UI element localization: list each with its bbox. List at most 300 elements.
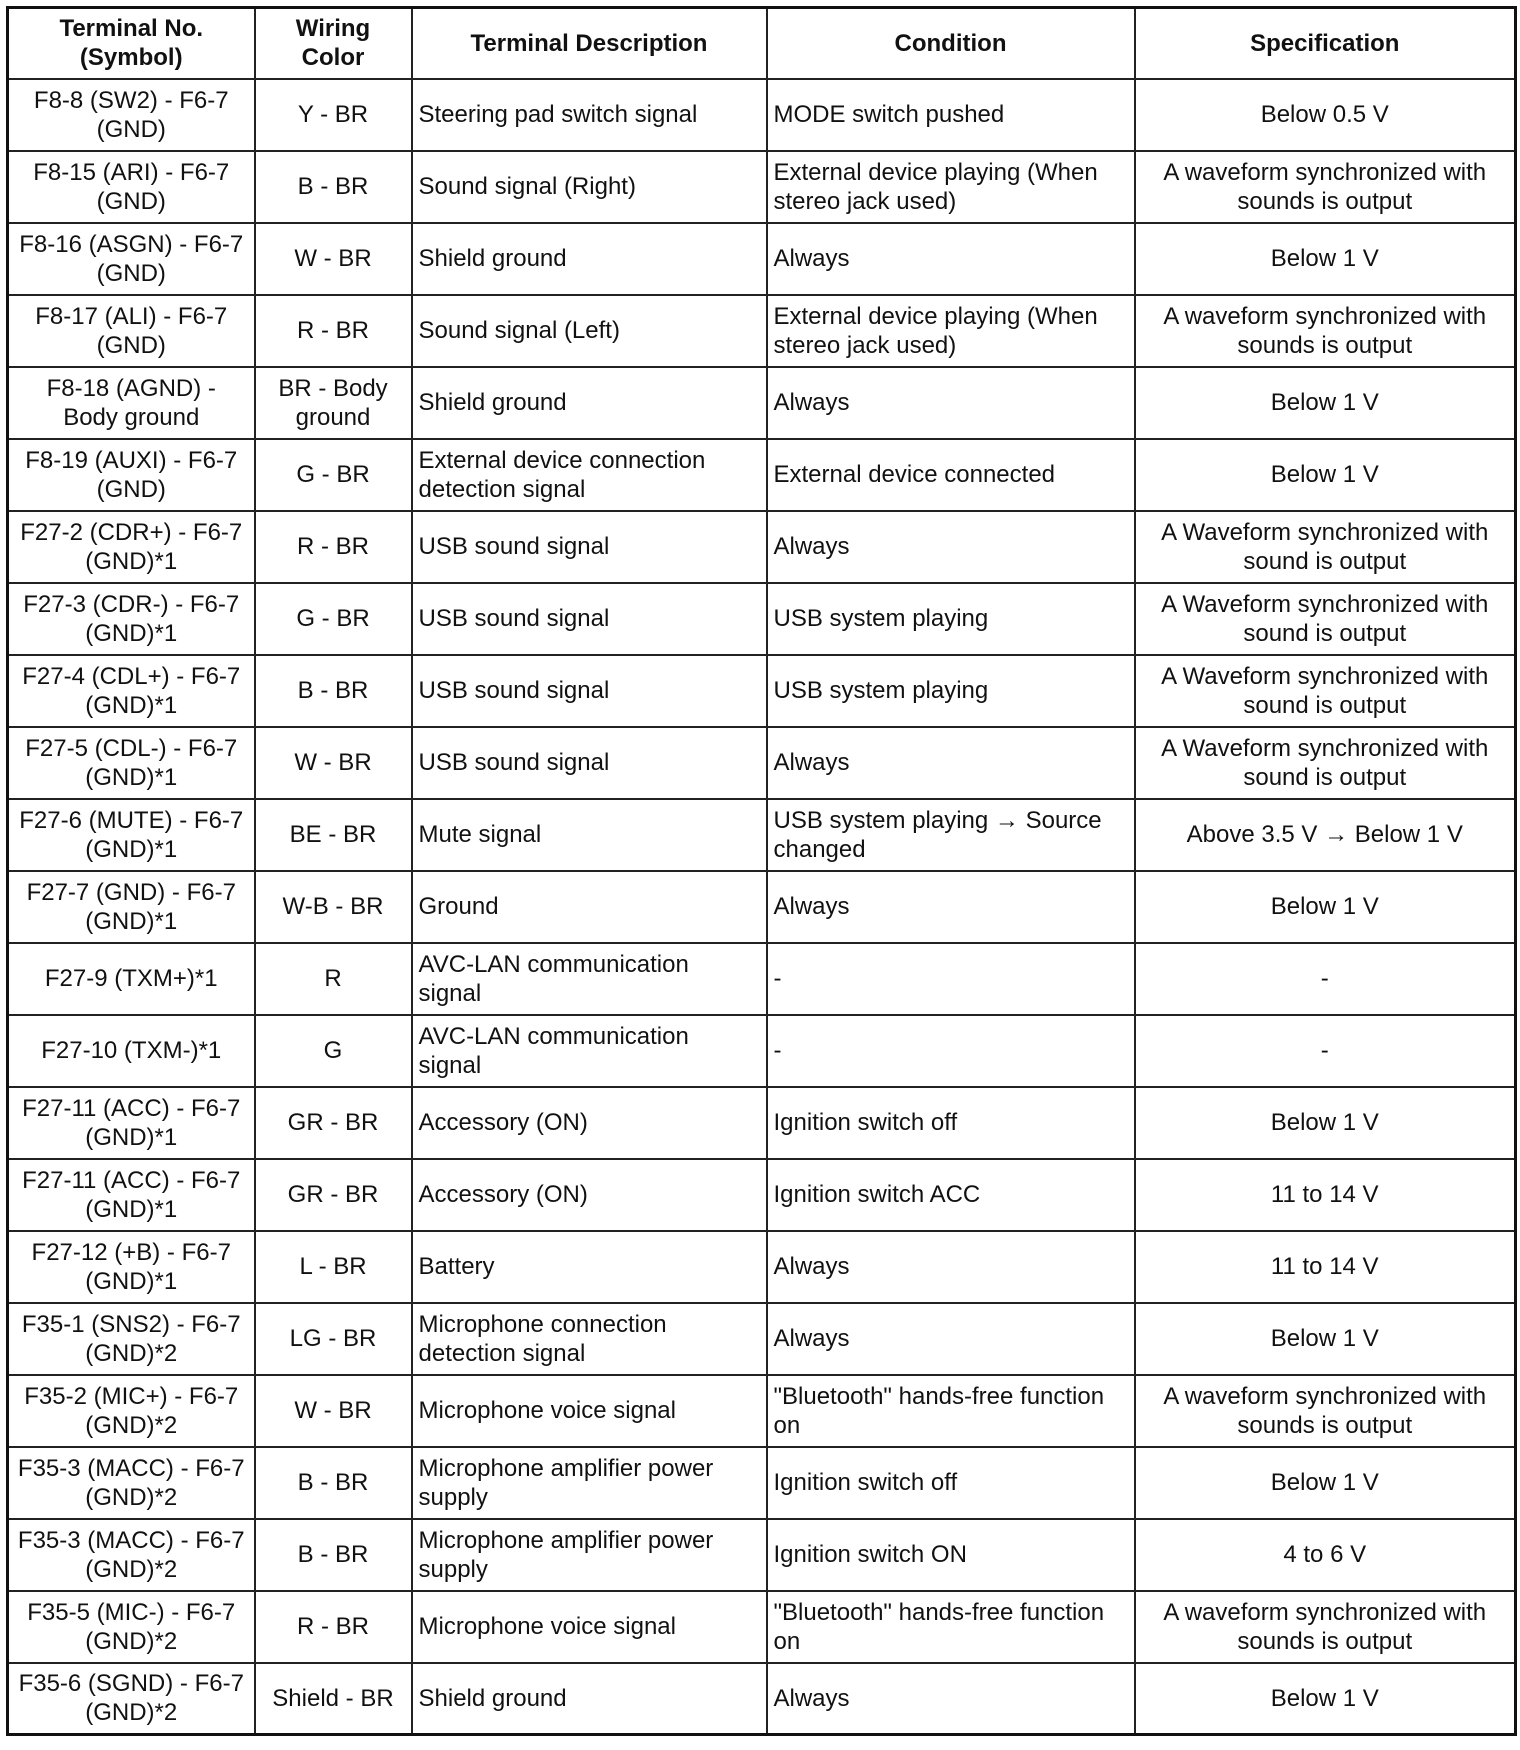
description-cell-line: Microphone voice signal bbox=[418, 1613, 676, 1640]
specification-cell bbox=[1135, 79, 1516, 151]
specification-cell-line: sound is output bbox=[1243, 619, 1407, 647]
wiring-color-cell bbox=[255, 151, 412, 223]
terminal-cell bbox=[8, 943, 255, 1015]
specification-cell-line: A waveform synchronized with bbox=[1163, 1598, 1487, 1626]
specification-cell bbox=[1135, 1303, 1516, 1375]
table-row bbox=[8, 943, 1516, 1015]
description-cell bbox=[412, 223, 767, 295]
terminal-cell-line: F27-4 (CDL+) - F6-7 bbox=[22, 662, 241, 690]
description-cell bbox=[412, 1159, 767, 1231]
terminal-cell-line: F27-2 (CDR+) - F6-7 bbox=[20, 518, 243, 546]
terminal-cell-line: (GND) bbox=[96, 259, 166, 287]
wiring-color-cell-line: Y - BR bbox=[297, 101, 369, 128]
description-cell-line: External device connection bbox=[418, 446, 706, 474]
wiring-color-cell-line: GR - BR bbox=[287, 1109, 379, 1136]
wiring-color-cell-line: W-B - BR bbox=[282, 893, 384, 920]
specification-cell bbox=[1135, 943, 1516, 1015]
terminal-cell-line: F35-6 (SGND) - F6-7 bbox=[18, 1670, 244, 1698]
table-row bbox=[8, 367, 1516, 439]
terminal-cell bbox=[8, 439, 255, 511]
description-cell-line: Microphone amplifier power bbox=[418, 1454, 714, 1482]
condition-cell-line: on bbox=[773, 1627, 801, 1655]
terminal-cell bbox=[8, 727, 255, 799]
table-row bbox=[8, 871, 1516, 943]
condition-cell bbox=[767, 223, 1135, 295]
terminal-cell bbox=[8, 1015, 255, 1087]
condition-cell bbox=[767, 583, 1135, 655]
condition-cell-line: USB system playing bbox=[773, 677, 989, 704]
terminal-cell bbox=[8, 1303, 255, 1375]
terminal-cell-line: (GND)*2 bbox=[85, 1411, 178, 1439]
specification-cell-line: Below 1 V bbox=[1270, 1325, 1379, 1352]
specification-cell-line: Below 1 V bbox=[1270, 245, 1379, 272]
terminal-cell bbox=[8, 1591, 255, 1663]
terminal-spec-table bbox=[6, 6, 1517, 1736]
wiring-color-cell-line: W - BR bbox=[294, 1397, 372, 1424]
wiring-color-cell-line: B - BR bbox=[297, 677, 369, 704]
specification-cell bbox=[1135, 511, 1516, 583]
specification-cell bbox=[1135, 1231, 1516, 1303]
description-cell-line: supply bbox=[418, 1483, 488, 1511]
wiring-color-cell-line: ground bbox=[295, 403, 371, 431]
wiring-color-cell bbox=[255, 655, 412, 727]
specification-cell-line: A Waveform synchronized with bbox=[1161, 518, 1489, 546]
terminal-cell-line: F35-5 (MIC-) - F6-7 bbox=[27, 1598, 236, 1626]
terminal-cell bbox=[8, 1159, 255, 1231]
description-cell-line: Accessory (ON) bbox=[418, 1181, 588, 1208]
description-cell-line: USB sound signal bbox=[418, 677, 610, 704]
condition-cell bbox=[767, 79, 1135, 151]
description-cell-line: Sound signal (Left) bbox=[418, 317, 620, 344]
description-cell bbox=[412, 367, 767, 439]
condition-cell-line: Always bbox=[773, 893, 850, 920]
terminal-cell-line: F8-17 (ALI) - F6-7 bbox=[35, 302, 228, 330]
table-row bbox=[8, 583, 1516, 655]
description-cell bbox=[412, 943, 767, 1015]
specification-cell-line: A waveform synchronized with bbox=[1163, 158, 1487, 186]
table-row bbox=[8, 1087, 1516, 1159]
specification-cell bbox=[1135, 1663, 1516, 1735]
specification-cell-line: Below 1 V bbox=[1270, 1109, 1379, 1136]
specification-cell bbox=[1135, 1519, 1516, 1591]
condition-cell-line: Always bbox=[773, 1253, 850, 1280]
header-wiring-color-line2: Color bbox=[301, 44, 365, 72]
wiring-color-cell-line: Shield - BR bbox=[272, 1684, 394, 1712]
specification-cell bbox=[1135, 223, 1516, 295]
specification-cell-line: Below 1 V bbox=[1270, 389, 1379, 416]
wiring-color-cell-line: L - BR bbox=[299, 1253, 367, 1280]
condition-cell-line: stereo jack used) bbox=[773, 187, 957, 215]
specification-cell bbox=[1135, 1015, 1516, 1087]
wiring-color-cell bbox=[255, 799, 412, 871]
wiring-color-cell bbox=[255, 439, 412, 511]
description-cell-line: supply bbox=[418, 1555, 488, 1583]
header-wiring-color-line1: Wiring bbox=[295, 15, 371, 43]
condition-cell-line: External device playing (When bbox=[773, 158, 1098, 186]
specification-cell-line: sound is output bbox=[1243, 547, 1407, 575]
table-row bbox=[8, 1303, 1516, 1375]
condition-cell-line: USB system playing → Source bbox=[773, 806, 1102, 834]
wiring-color-cell-line: BE - BR bbox=[289, 821, 377, 848]
specification-cell-line: sound is output bbox=[1243, 763, 1407, 791]
specification-cell bbox=[1135, 1087, 1516, 1159]
wiring-color-cell bbox=[255, 367, 412, 439]
wiring-color-cell bbox=[255, 1375, 412, 1447]
condition-cell-line: External device connected bbox=[773, 461, 1056, 488]
header-terminal-description bbox=[412, 8, 767, 79]
header-condition bbox=[767, 8, 1135, 79]
description-cell-line: Shield ground bbox=[418, 389, 567, 416]
description-cell-line: signal bbox=[418, 1051, 482, 1079]
description-cell bbox=[412, 151, 767, 223]
table-row bbox=[8, 1447, 1516, 1519]
condition-cell bbox=[767, 655, 1135, 727]
specification-cell-line: sounds is output bbox=[1237, 1627, 1413, 1655]
header-terminal-no-line2: (Symbol) bbox=[79, 44, 183, 72]
description-cell-line: Shield ground bbox=[418, 1684, 567, 1712]
wiring-color-cell bbox=[255, 727, 412, 799]
terminal-cell-line: F27-5 (CDL-) - F6-7 bbox=[25, 734, 238, 762]
terminal-cell-line: F8-16 (ASGN) - F6-7 bbox=[19, 230, 244, 258]
terminal-cell-line: (GND)*1 bbox=[85, 1195, 178, 1223]
condition-cell bbox=[767, 1591, 1135, 1663]
terminal-cell-line: F8-15 (ARI) - F6-7 bbox=[33, 158, 230, 186]
description-cell bbox=[412, 439, 767, 511]
terminal-cell bbox=[8, 511, 255, 583]
specification-cell-line: Below 1 V bbox=[1270, 461, 1379, 488]
description-cell bbox=[412, 1087, 767, 1159]
condition-cell-line: Ignition switch ON bbox=[773, 1541, 967, 1568]
header-condition-label: Condition bbox=[894, 29, 1007, 57]
description-cell bbox=[412, 727, 767, 799]
wiring-color-cell-line: LG - BR bbox=[289, 1325, 377, 1352]
description-cell bbox=[412, 1303, 767, 1375]
wiring-color-cell bbox=[255, 295, 412, 367]
description-cell bbox=[412, 79, 767, 151]
terminal-cell-line: (GND)*1 bbox=[85, 835, 178, 863]
condition-cell bbox=[767, 943, 1135, 1015]
condition-cell bbox=[767, 151, 1135, 223]
condition-cell-line: Always bbox=[773, 1684, 850, 1712]
terminal-cell-line: (GND)*1 bbox=[85, 763, 178, 791]
terminal-cell-line: (GND)*1 bbox=[85, 907, 178, 935]
description-cell bbox=[412, 1231, 767, 1303]
specification-cell-line: 11 to 14 V bbox=[1270, 1181, 1379, 1208]
condition-cell-line: Always bbox=[773, 245, 850, 272]
condition-cell bbox=[767, 1663, 1135, 1735]
wiring-color-cell bbox=[255, 1159, 412, 1231]
terminal-cell bbox=[8, 223, 255, 295]
table-row bbox=[8, 511, 1516, 583]
description-cell-line: detection signal bbox=[418, 1339, 586, 1367]
specification-cell bbox=[1135, 1447, 1516, 1519]
condition-cell bbox=[767, 1303, 1135, 1375]
terminal-cell bbox=[8, 1447, 255, 1519]
wiring-color-cell-line: B - BR bbox=[297, 1541, 369, 1568]
terminal-cell-line: F27-9 (TXM+)*1 bbox=[44, 965, 218, 992]
wiring-color-cell-line: B - BR bbox=[297, 1469, 369, 1496]
terminal-cell bbox=[8, 1663, 255, 1735]
specification-cell bbox=[1135, 439, 1516, 511]
terminal-cell bbox=[8, 79, 255, 151]
terminal-cell-line: (GND)*2 bbox=[85, 1627, 178, 1655]
specification-cell-line: Below 1 V bbox=[1270, 1684, 1379, 1712]
terminal-cell-line: (GND)*1 bbox=[85, 1123, 178, 1151]
terminal-cell-line: F35-3 (MACC) - F6-7 bbox=[17, 1454, 245, 1482]
wiring-color-cell bbox=[255, 511, 412, 583]
specification-cell bbox=[1135, 583, 1516, 655]
terminal-cell bbox=[8, 583, 255, 655]
terminal-cell-line: F27-10 (TXM-)*1 bbox=[41, 1037, 222, 1064]
specification-cell-line: Below 1 V bbox=[1270, 893, 1379, 920]
condition-cell-line: changed bbox=[773, 835, 866, 863]
description-cell bbox=[412, 799, 767, 871]
condition-cell-line: USB system playing bbox=[773, 605, 989, 632]
condition-cell-line: Always bbox=[773, 749, 850, 776]
terminal-cell-line: (GND)*1 bbox=[85, 1267, 178, 1295]
terminal-cell bbox=[8, 799, 255, 871]
terminal-cell-line: (GND)*2 bbox=[85, 1555, 178, 1583]
table-row bbox=[8, 1159, 1516, 1231]
header-specification bbox=[1135, 8, 1516, 79]
terminal-cell-line: (GND)*2 bbox=[85, 1483, 178, 1511]
condition-cell-line: - bbox=[773, 965, 782, 992]
description-cell-line: Microphone voice signal bbox=[418, 1397, 676, 1424]
description-cell-line: USB sound signal bbox=[418, 605, 610, 632]
specification-cell bbox=[1135, 655, 1516, 727]
terminal-cell-line: (GND) bbox=[96, 475, 166, 503]
condition-cell-line: stereo jack used) bbox=[773, 331, 957, 359]
terminal-cell-line: F27-7 (GND) - F6-7 bbox=[26, 878, 236, 906]
terminal-cell-line: F8-8 (SW2) - F6-7 bbox=[33, 86, 229, 114]
condition-cell bbox=[767, 1015, 1135, 1087]
wiring-color-cell-line: GR - BR bbox=[287, 1181, 379, 1208]
specification-cell-line: Below 1 V bbox=[1270, 1469, 1379, 1496]
wiring-color-cell-line: R - BR bbox=[297, 317, 369, 344]
wiring-color-cell bbox=[255, 1231, 412, 1303]
description-cell-line: Steering pad switch signal bbox=[418, 101, 698, 128]
terminal-cell-line: F35-2 (MIC+) - F6-7 bbox=[24, 1382, 239, 1410]
condition-cell-line: - bbox=[773, 1037, 782, 1064]
specification-cell bbox=[1135, 367, 1516, 439]
terminal-cell-line: (GND) bbox=[96, 187, 166, 215]
wiring-color-cell bbox=[255, 1663, 412, 1735]
terminal-cell-line: F35-3 (MACC) - F6-7 bbox=[17, 1526, 245, 1554]
table-row bbox=[8, 1591, 1516, 1663]
specification-cell bbox=[1135, 295, 1516, 367]
table-row bbox=[8, 79, 1516, 151]
wiring-color-cell-line: W - BR bbox=[294, 749, 372, 776]
terminal-cell-line: Body ground bbox=[63, 403, 200, 431]
description-cell bbox=[412, 871, 767, 943]
description-cell-line: USB sound signal bbox=[418, 533, 610, 560]
description-cell bbox=[412, 295, 767, 367]
terminal-cell-line: F27-6 (MUTE) - F6-7 bbox=[19, 806, 244, 834]
description-cell bbox=[412, 655, 767, 727]
condition-cell-line: Always bbox=[773, 1325, 850, 1352]
description-cell bbox=[412, 583, 767, 655]
header-row bbox=[8, 8, 1516, 79]
condition-cell bbox=[767, 1447, 1135, 1519]
description-cell-line: Mute signal bbox=[418, 821, 542, 848]
table-row bbox=[8, 1519, 1516, 1591]
description-cell-line: Sound signal (Right) bbox=[418, 173, 636, 200]
description-cell-line: Shield ground bbox=[418, 245, 567, 272]
condition-cell-line: Ignition switch ACC bbox=[773, 1181, 981, 1208]
wiring-color-cell bbox=[255, 1447, 412, 1519]
wiring-color-cell bbox=[255, 1015, 412, 1087]
wiring-color-cell bbox=[255, 943, 412, 1015]
header-wiring-color bbox=[255, 8, 412, 79]
condition-cell-line: MODE switch pushed bbox=[773, 101, 1005, 128]
table-row bbox=[8, 223, 1516, 295]
table-row bbox=[8, 655, 1516, 727]
specification-cell-line: 11 to 14 V bbox=[1270, 1253, 1379, 1280]
terminal-cell bbox=[8, 151, 255, 223]
wiring-color-cell-line: R - BR bbox=[297, 1613, 369, 1640]
terminal-cell-line: F27-3 (CDR-) - F6-7 bbox=[23, 590, 240, 618]
header-terminal-no bbox=[8, 8, 255, 79]
description-cell bbox=[412, 1663, 767, 1735]
specification-cell-line: A waveform synchronized with bbox=[1163, 1382, 1487, 1410]
table-row bbox=[8, 1231, 1516, 1303]
description-cell bbox=[412, 1015, 767, 1087]
terminal-cell-line: (GND)*1 bbox=[85, 547, 178, 575]
condition-cell bbox=[767, 1375, 1135, 1447]
wiring-color-cell-line: G - BR bbox=[296, 605, 370, 632]
condition-cell-line: "Bluetooth" hands-free function bbox=[773, 1598, 1105, 1626]
table-header bbox=[8, 8, 1516, 79]
wiring-color-cell-line: B - BR bbox=[297, 173, 369, 200]
condition-cell bbox=[767, 1159, 1135, 1231]
specification-cell-line: sounds is output bbox=[1237, 331, 1413, 359]
description-cell-line: USB sound signal bbox=[418, 749, 610, 776]
terminal-cell-line: (GND) bbox=[96, 115, 166, 143]
terminal-cell-line: (GND)*1 bbox=[85, 619, 178, 647]
terminal-cell bbox=[8, 367, 255, 439]
condition-cell-line: on bbox=[773, 1411, 801, 1439]
condition-cell bbox=[767, 1231, 1135, 1303]
header-terminal-no-line1: Terminal No. bbox=[59, 15, 204, 43]
description-cell bbox=[412, 1447, 767, 1519]
specification-cell-line: Above 3.5 V → Below 1 V bbox=[1186, 821, 1463, 848]
description-cell-line: detection signal bbox=[418, 475, 586, 503]
table-row bbox=[8, 295, 1516, 367]
condition-cell bbox=[767, 367, 1135, 439]
description-cell bbox=[412, 511, 767, 583]
header-terminal-description-label: Terminal Description bbox=[470, 29, 708, 57]
wiring-color-cell-line: G - BR bbox=[296, 461, 370, 488]
condition-cell-line: "Bluetooth" hands-free function bbox=[773, 1382, 1105, 1410]
wiring-color-cell bbox=[255, 223, 412, 295]
table-row bbox=[8, 439, 1516, 511]
terminal-cell bbox=[8, 1231, 255, 1303]
specification-cell bbox=[1135, 1159, 1516, 1231]
condition-cell-line: Always bbox=[773, 533, 850, 560]
condition-cell bbox=[767, 1087, 1135, 1159]
specification-cell-line: A Waveform synchronized with bbox=[1161, 590, 1489, 618]
table-body bbox=[8, 79, 1516, 1735]
table-row bbox=[8, 799, 1516, 871]
terminal-cell-line: F27-11 (ACC) - F6-7 bbox=[22, 1094, 241, 1122]
table-row bbox=[8, 727, 1516, 799]
terminal-cell bbox=[8, 295, 255, 367]
table-row bbox=[8, 1015, 1516, 1087]
wiring-color-cell-line: R - BR bbox=[297, 533, 369, 560]
table-row bbox=[8, 1375, 1516, 1447]
specification-cell-line: A Waveform synchronized with bbox=[1161, 734, 1489, 762]
specification-cell-line: - bbox=[1320, 965, 1329, 992]
condition-cell bbox=[767, 439, 1135, 511]
terminal-cell-line: F27-11 (ACC) - F6-7 bbox=[22, 1166, 241, 1194]
wiring-color-cell-line: BR - Body bbox=[278, 374, 388, 402]
description-cell-line: AVC-LAN communication bbox=[418, 950, 689, 978]
description-cell-line: signal bbox=[418, 979, 482, 1007]
condition-cell-line: Always bbox=[773, 389, 850, 416]
specification-cell bbox=[1135, 727, 1516, 799]
specification-cell-line: sounds is output bbox=[1237, 1411, 1413, 1439]
terminal-cell-line: (GND)*2 bbox=[85, 1339, 178, 1367]
condition-cell bbox=[767, 511, 1135, 583]
description-cell-line: Microphone amplifier power bbox=[418, 1526, 714, 1554]
terminal-cell bbox=[8, 1087, 255, 1159]
specification-cell bbox=[1135, 799, 1516, 871]
wiring-color-cell-line: W - BR bbox=[294, 245, 372, 272]
specification-cell bbox=[1135, 151, 1516, 223]
terminal-cell bbox=[8, 1375, 255, 1447]
description-cell-line: Battery bbox=[418, 1253, 495, 1280]
wiring-color-cell-line: G bbox=[323, 1037, 343, 1064]
wiring-color-cell bbox=[255, 1519, 412, 1591]
description-cell-line: Microphone connection bbox=[418, 1310, 667, 1338]
condition-cell bbox=[767, 295, 1135, 367]
condition-cell-line: External device playing (When bbox=[773, 302, 1098, 330]
wiring-color-cell bbox=[255, 79, 412, 151]
header-specification-label: Specification bbox=[1250, 29, 1400, 57]
description-cell-line: Accessory (ON) bbox=[418, 1109, 588, 1136]
description-cell bbox=[412, 1591, 767, 1663]
wiring-color-cell bbox=[255, 583, 412, 655]
terminal-cell bbox=[8, 1519, 255, 1591]
description-cell-line: AVC-LAN communication bbox=[418, 1022, 689, 1050]
specification-cell-line: A waveform synchronized with bbox=[1163, 302, 1487, 330]
description-cell bbox=[412, 1519, 767, 1591]
specification-cell bbox=[1135, 871, 1516, 943]
wiring-color-cell bbox=[255, 1303, 412, 1375]
terminal-cell-line: (GND)*2 bbox=[85, 1699, 178, 1727]
wiring-color-cell bbox=[255, 871, 412, 943]
description-cell-line: Ground bbox=[418, 893, 499, 920]
table-row bbox=[8, 1663, 1516, 1735]
condition-cell bbox=[767, 727, 1135, 799]
condition-cell bbox=[767, 1519, 1135, 1591]
terminal-cell-line: F8-19 (AUXI) - F6-7 bbox=[25, 446, 238, 474]
specification-cell-line: Below 0.5 V bbox=[1260, 101, 1389, 128]
terminal-cell-line: F8-18 (AGND) - bbox=[46, 374, 216, 402]
condition-cell-line: Ignition switch off bbox=[773, 1109, 958, 1136]
description-cell bbox=[412, 1375, 767, 1447]
condition-cell bbox=[767, 871, 1135, 943]
terminal-cell-line: F27-12 (+B) - F6-7 bbox=[31, 1238, 231, 1266]
condition-cell-line: Ignition switch off bbox=[773, 1469, 958, 1496]
terminal-cell-line: F35-1 (SNS2) - F6-7 bbox=[21, 1310, 241, 1338]
specification-cell-line: - bbox=[1320, 1037, 1329, 1064]
specification-cell-line: sounds is output bbox=[1237, 187, 1413, 215]
wiring-color-cell-line: R bbox=[324, 965, 342, 992]
specification-cell-line: A Waveform synchronized with bbox=[1161, 662, 1489, 690]
terminal-cell-line: (GND)*1 bbox=[85, 691, 178, 719]
specification-cell bbox=[1135, 1591, 1516, 1663]
